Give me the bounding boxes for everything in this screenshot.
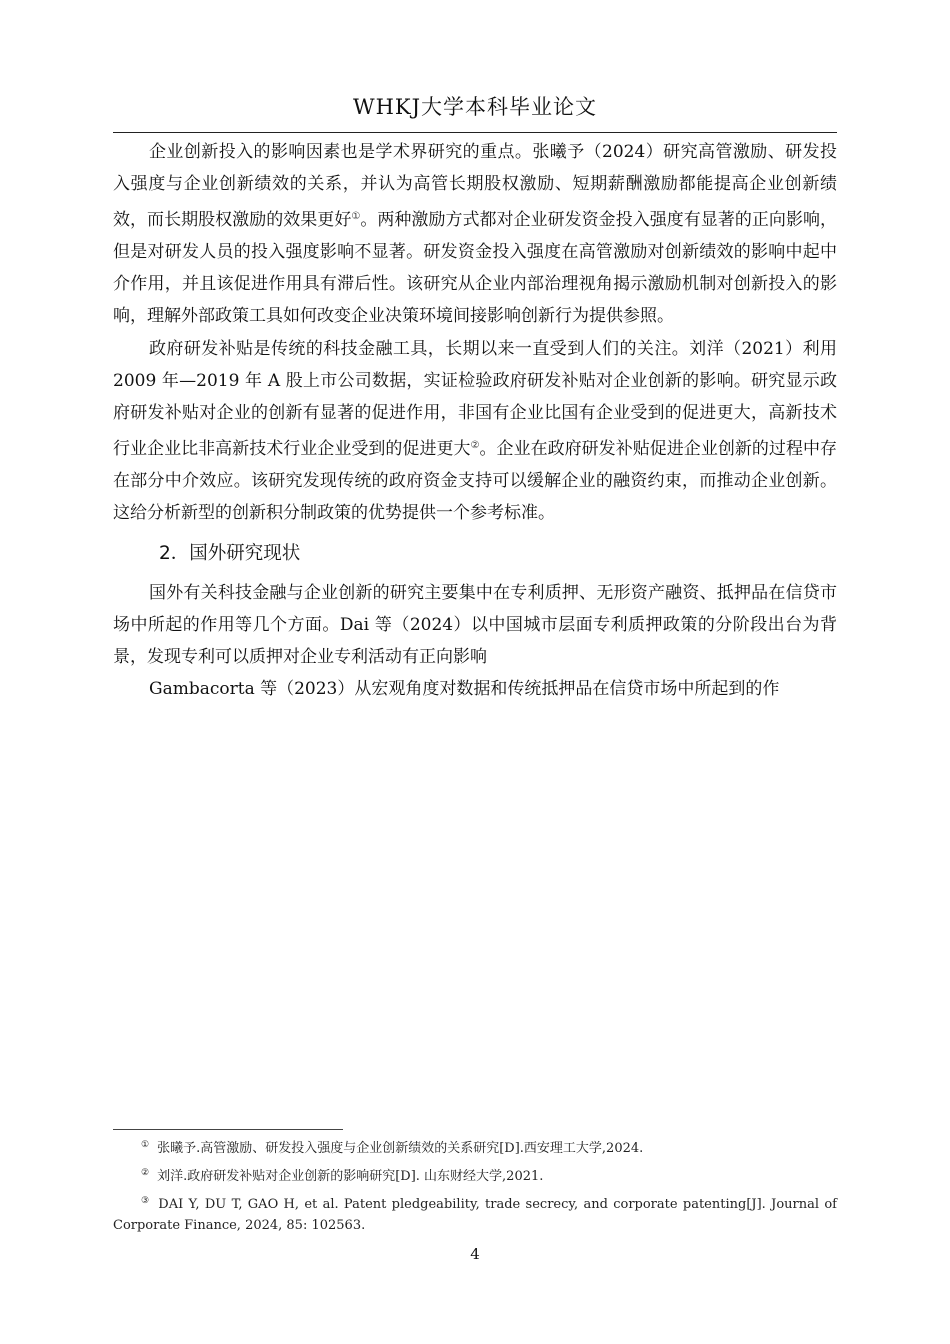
page-number: 4 xyxy=(470,1245,480,1263)
section-heading: 2．国外研究现状 xyxy=(159,542,301,564)
footnote-2 xyxy=(113,1163,837,1187)
footnote-text: 张曦予.高管激励、研发投入强度与企业创新绩效的关系研究[D].西安理工大学,2024. xyxy=(157,1141,644,1156)
paragraph-text: 企业创新投入的影响因素也是学术界研究的重点。张曦予（2024）研究高管激励、研发投入强度与企业创新绩效的关系，并认为高管长期股权激励、短期薪酬激励都能提高企业创新绩效，而长期股权激励的效果更好 xyxy=(113,142,837,230)
footnote-text: DAI Y, DU T, GAO H, et al. Patent pledgeability, trade secrecy, and corporate patenting[J]. Journal of Corporate Finance, 2024, 85: 102563. xyxy=(113,1197,837,1233)
paragraph-text: 国外有关科技金融与企业创新的研究主要集中在专利质押、无形资产融资、抵押品在信贷市场中所起的作用等几个方面。Dai 等（2024）以中国城市层面专利质押政策的分阶段出台为背景，发现专利可以质押对企业专利活动有正向影响 xyxy=(113,582,837,668)
paragraph-text-cont: 。企业在政府研发补贴促进企业创新的过程中存在部分中介效应。该研究发现传统的政府资金支持可以缓解企业的融资约束，而推动企业创新。这给分析新型的创新积分制政策的优势提供一个参考标准。 xyxy=(113,438,838,524)
header-divider xyxy=(113,132,837,133)
footnotes xyxy=(113,1135,837,1240)
paragraph-1 xyxy=(113,136,837,333)
footnote-text: 刘洋.政府研发补贴对企业创新的影响研究[D]. 山东财经大学,2021. xyxy=(157,1169,544,1184)
body-text xyxy=(113,136,837,706)
paragraph-2 xyxy=(113,333,837,530)
paragraph-3 xyxy=(113,577,837,674)
paragraph-text: Gambacorta 等（2023）从宏观角度对数据和传统抵押品在信贷市场中所起到的作 xyxy=(149,679,780,700)
footnote-mark: ③ xyxy=(141,1196,151,1206)
footnote-mark: ② xyxy=(141,1168,150,1178)
paragraph-text-cont: 。两种激励方式都对企业研发资金投入强度有显著的正向影响，但是对研发人员的投入强度影响不显著。研发资金投入强度在高管激励对创新绩效的影响中起中介作用，并且该促进作用具有滞后性。该研究从企业内部治理视角揭示激励机制对创新投入的影响，理解外部政策工具如何改变企业决策环境间接影响创新行为提供参照。 xyxy=(113,209,838,327)
running-header: WHKJ大学本科毕业论文 xyxy=(352,95,597,119)
footnote-mark: ① xyxy=(141,1140,150,1150)
footnote-divider xyxy=(113,1129,343,1130)
footnote-3 xyxy=(113,1191,837,1236)
footnote-ref-2[interactable]: ② xyxy=(470,439,480,451)
paragraph-text: 政府研发补贴是传统的科技金融工具，长期以来一直受到人们的关注。刘洋（2021）利用 2009 年—2019 年 A 股上市公司数据，实证检验政府研发补贴对企业创新的影响。研究显示政府研发补贴对企业的创新有显著的促进作用，非国有企业比国有企业受到的促进更大，高新技术行业企业比非高新技术行业企业受到的促进更大 xyxy=(113,338,837,459)
footnote-ref-1[interactable]: ① xyxy=(351,210,361,222)
footnote-1 xyxy=(113,1135,837,1159)
paragraph-4 xyxy=(113,673,837,705)
